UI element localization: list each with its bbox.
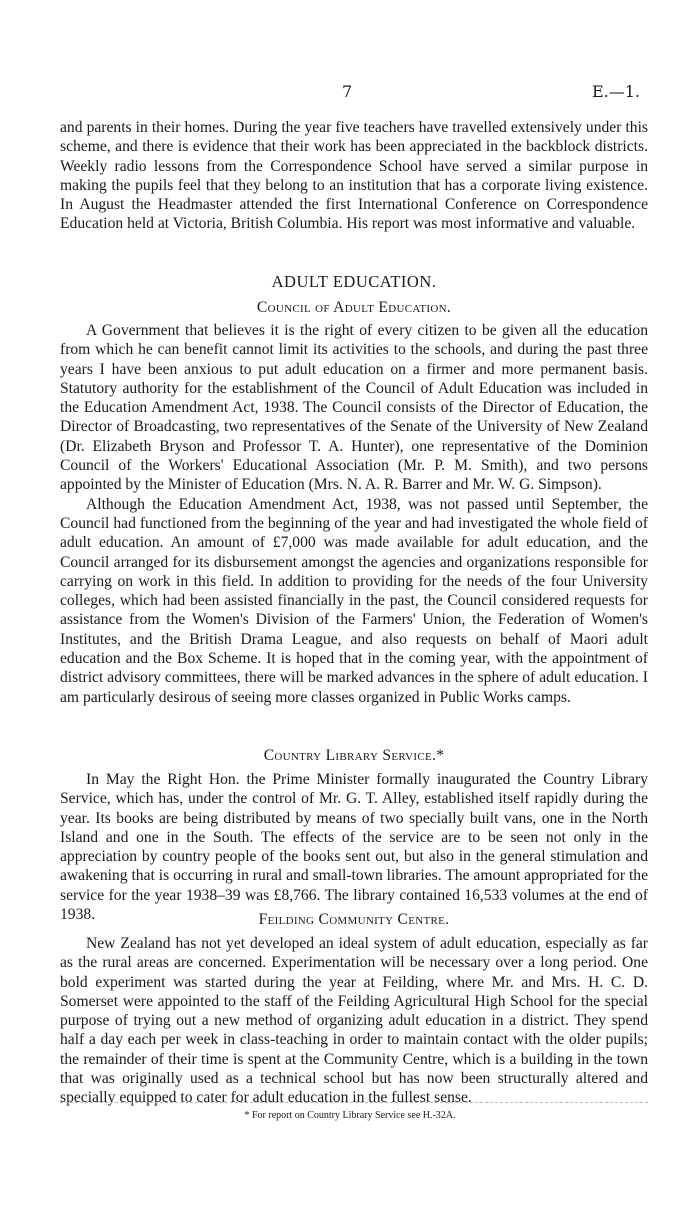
page-number: 7: [342, 82, 353, 101]
council-section: [60, 321, 648, 707]
library-paragraph: In May the Right Hon. the Prime Minister formally inaugurated the Country Library Service, which has, under the control of Mr. G. T. Alley, established itself rapidly during the year. Its books are being distributed by means of two specially built vans, one in the North Island and one in the South. The effects of the service are to be seen not only in the appreciation by country people of the books sent out, but also in the general stimulation and awakening that is occurring in rural and small-town libraries. The amount appropriated for the service for the year 1938–39 was £8,766. The library contained 16,533 volumes at the end of 1938.: [60, 771, 648, 924]
intro-section: [60, 118, 648, 234]
library-subheading: Country Library Service.*: [263, 747, 445, 764]
library-section: [60, 770, 648, 924]
council-paragraph: A Government that believes it is the right of every citizen to be given all the education from which he can benefit cannot limit its activities to the schools, and during the past three years I have been anxious to put adult education on a firmer and more permanent basis. Statutory authority for the establishment of the Council of Adult Education was included in the Education Amendment Act, 1938. The Council consists of the Director of Education, the Director of Broadcasting, two representatives of the Senate of the University of New Zealand (Dr. Elizabeth Bryson and Professor T. A. Hunter), one representative of the Dominion Council of the Workers' Educational Association (Mr. P. M. Smith), and two persons appointed by the Minister of Education (Mrs. N. A. R. Barrer and Mr. W. G. Simpson).: [60, 322, 648, 494]
feilding-subheading: Feilding Community Centre.: [258, 911, 450, 928]
council-subheading: Council of Adult Education.: [256, 299, 452, 316]
document-code: E.—1.: [591, 82, 640, 101]
footnote: * For report on Country Library Service see H.-32A.: [244, 1110, 456, 1121]
feilding-paragraph: New Zealand has not yet developed an ideal system of adult education, especially as far as the rural areas are concerned. Experimentation will be necessary over a long period. One bold experiment was started during the year at Feilding, where Mr. and Mrs. H. C. D. Somerset were appointed to the staff of the Feilding Agricultural High School for the special purpose of trying out a new method of organizing adult education in a district. They spend half a day each per week in class-teaching in order to maintain contact with the older pupils; the remainder of their time is spent at the Community Centre, which is a building in the town that was originally used as a technical school but has now been structurally altered and specially equipped to cater for adult education in the fullest sense.: [60, 935, 648, 1107]
footnote-divider: [60, 1102, 648, 1103]
intro-paragraph: and parents in their homes. During the year five teachers have travelled extensively under this scheme, and there is evidence that their work has been appreciated in the backblock districts. Weekly radio lessons from the Correspondence School have served a similar purpose in making the pupils feel that they belong to an institution that has a corporate living existence. In August the Headmaster attended the first International Conference on Correspondence Education held at Victoria, British Columbia. His report was most informative and valuable.: [60, 119, 648, 233]
feilding-section: [60, 934, 648, 1108]
section-title: ADULT EDUCATION.: [271, 272, 437, 291]
council-paragraph: Although the Education Amendment Act, 1938, was not passed until September, the Council had functioned from the beginning of the year and had investigated the whole field of adult education. An amount of £7,000 was made available for adult education, and the Council arranged for its disbursement amongst the agencies and organizations responsible for carrying on work in this field. In addition to providing for the needs of the four University colleges, which had been assisted financially in the past, the Council considered requests for assistance from the Women's Division of the Farmers' Union, the Federation of Women's Institutes, and the British Drama League, and also requests on behalf of Maori adult education and the Box Scheme. It is hoped that in the coming year, with the appointment of district advisory committees, there will be marked advances in the sphere of adult education. I am particularly desirous of seeing more classes organized in Public Works camps.: [60, 495, 648, 706]
